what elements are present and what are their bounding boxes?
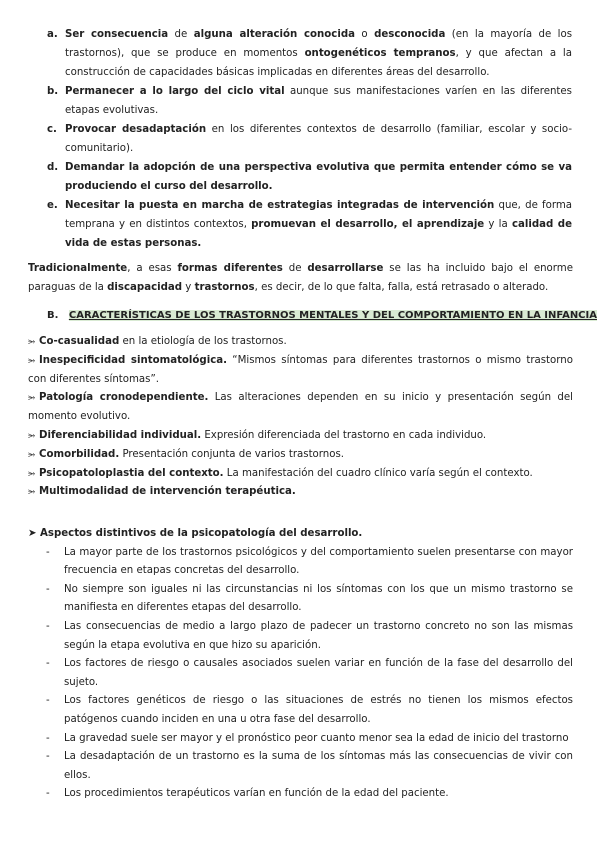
- section-heading: [47, 309, 597, 323]
- seg: ontogenéticos tempranos: [304, 48, 456, 59]
- list-item: [28, 389, 573, 427]
- list-item-c: [47, 120, 572, 158]
- desc: en la etiología de los trastornos.: [119, 336, 287, 347]
- desc: La manifestación del cuadro clínico varía según el contexto.: [223, 467, 533, 479]
- seg: aunque sus manifestaciones varíen en las diferentes etapas evolutivas.: [65, 86, 572, 116]
- aspects-title: [28, 525, 573, 544]
- lettered-list: [47, 25, 572, 253]
- seg: formas diferentes: [177, 263, 283, 274]
- seg: promuevan el desarrollo, el aprendizaje: [251, 219, 485, 230]
- item-text: Los factores de riesgo o causales asociados suelen variar en función de la fase del desarrollo del sujeto.: [64, 658, 573, 688]
- term: Multimodalidad de intervención terapéutica.: [39, 486, 296, 498]
- seg: y: [182, 282, 195, 293]
- curved-arrow-icon: ⭃: [28, 337, 36, 347]
- list-marker: a.: [47, 29, 58, 40]
- seg: , es decir, de lo que falta, falla, está retrasado o alterado.: [254, 282, 549, 293]
- dash-bullet: -: [46, 695, 50, 707]
- aspects-title-text: Aspectos distintivos de la psicopatología del desarrollo.: [40, 528, 363, 539]
- curved-arrow-icon: ⭃: [28, 449, 36, 460]
- list-item: [28, 618, 573, 655]
- seg: y la: [484, 219, 512, 230]
- dash-bullet: -: [46, 620, 50, 632]
- dash-bullet: -: [46, 732, 50, 744]
- list-item: [28, 446, 573, 465]
- curved-arrow-icon: ⭃: [28, 393, 36, 404]
- term: Inespecificidad sintomatológica.: [39, 354, 227, 366]
- seg: Ser consecuencia: [65, 29, 169, 40]
- item-text: No siempre son iguales ni las circunstancias ni los síntomas con los que un mismo trastorno se manifiesta en diferentes etapas del desarrollo.: [64, 583, 573, 614]
- list-item-e: [47, 196, 572, 253]
- aspects-section: [28, 525, 573, 804]
- list-marker: d.: [47, 162, 59, 173]
- list-item: [28, 730, 573, 749]
- list-item: [28, 483, 573, 502]
- seg: discapacidad: [107, 282, 183, 293]
- term: Co-casualidad: [39, 336, 120, 347]
- intro-paragraph: [28, 259, 573, 297]
- seg: de: [282, 263, 308, 274]
- seg: en los diferentes contextos de desarrollo (familiar, escolar y socio-comunitario).: [65, 124, 572, 154]
- section-title: CARACTERÍSTICAS DE LOS TRASTORNOS MENTALES Y DEL COMPORTAMIENTO EN LA INFANCIA: [68, 310, 597, 321]
- curved-arrow-icon: ⭃: [28, 430, 36, 441]
- item-text: La gravedad suele ser mayor y el pronóstico peor cuanto menor sea la edad de inicio del trastorno: [64, 732, 569, 744]
- seg: alguna alteración conocida: [193, 29, 356, 40]
- list-marker: c.: [47, 124, 57, 135]
- seg: Provocar desadaptación: [65, 124, 207, 135]
- list-item: [28, 333, 573, 352]
- term: Patología cronodependiente.: [39, 392, 209, 404]
- list-item: [28, 427, 573, 446]
- curved-arrow-icon: ⭃: [28, 355, 36, 366]
- seg: desconocida: [374, 29, 446, 40]
- term: Psicopatoloplastia del contexto.: [39, 467, 224, 479]
- seg: se las ha incluido bajo el enorme paraguas de la: [28, 263, 573, 293]
- item-text: La desadaptación de un trastorno es la suma de los síntomas más las consecuencias de vivir con ellos.: [64, 751, 573, 781]
- seg: o: [355, 29, 375, 40]
- arrowhead-icon: ➤: [28, 528, 37, 539]
- seg: que, de forma temprana y en distintos contextos,: [65, 200, 573, 230]
- dash-bullet: -: [46, 751, 50, 763]
- section-letter: B.: [47, 310, 59, 321]
- list-item-b: [47, 82, 572, 120]
- curved-arrow-icon: ⭃: [28, 468, 36, 479]
- list-item: [28, 544, 573, 581]
- item-text: Las consecuencias de medio a largo plazo de padecer un trastorno concreto no son las mismas según la etapa evolutiva en que hizo su aparición.: [64, 620, 573, 651]
- curved-arrow-icon: ⭃: [28, 487, 36, 498]
- list-marker: b.: [47, 86, 59, 97]
- dash-bullet: -: [46, 583, 50, 595]
- item-text: La mayor parte de los trastornos psicológicos y del comportamiento suelen presentarse con mayor frecuencia en etapas concretas del desarrollo.: [64, 546, 573, 577]
- dash-bullet: -: [46, 788, 50, 800]
- list-item-d: [47, 158, 572, 196]
- seg: Tradicionalmente: [28, 263, 128, 274]
- list-item: [28, 692, 573, 729]
- seg: Necesitar la puesta en marcha de estrategias integradas de intervención: [65, 200, 495, 211]
- list-item: [28, 465, 573, 484]
- seg: calidad de vida de estas personas.: [65, 219, 573, 249]
- term: Diferenciabilidad individual.: [39, 429, 202, 441]
- item-text: Los factores genéticos de riesgo o las situaciones de estrés no tienen los mismos efectos patógenos cuando inciden en una u otra fase del desarrollo.: [64, 695, 573, 725]
- seg: , a esas: [127, 263, 178, 274]
- desc: “Mismos síntomas para diferentes trastornos o mismo trastorno con diferentes síntomas”.: [28, 354, 573, 385]
- seg: de: [168, 29, 194, 40]
- seg: , y que afectan a la construcción de capacidades básicas implicadas en diferentes áreas del desarrollo.: [65, 48, 572, 78]
- seg: desarrollarse: [307, 263, 384, 274]
- seg: trastornos: [194, 282, 255, 293]
- list-item: [28, 748, 573, 785]
- seg: (en la mayoría de los trastornos), que se produce en momentos: [65, 29, 573, 59]
- list-item: [28, 785, 573, 804]
- item-text: Los procedimientos terapéuticos varían en función de la edad del paciente.: [64, 788, 449, 800]
- seg: Permanecer a lo largo del ciclo vital: [65, 86, 285, 97]
- desc: Las alteraciones dependen en su inicio y presentación según del momento evolutivo.: [28, 392, 573, 423]
- desc: Expresión diferenciada del trastorno en cada individuo.: [201, 429, 487, 441]
- list-item: [28, 581, 573, 618]
- dash-bullet: -: [46, 658, 50, 670]
- dash-bullet: -: [46, 546, 50, 558]
- list-item: [28, 352, 573, 390]
- seg: Demandar la adopción de una perspectiva evolutiva que permita entender cómo se va produciendo el curso del desarrollo.: [65, 162, 572, 192]
- list-item: [28, 655, 573, 692]
- list-item-a: [47, 25, 572, 82]
- characteristics-list: [28, 333, 573, 502]
- desc: Presentación conjunta de varios trastornos.: [119, 448, 345, 460]
- list-marker: e.: [47, 200, 58, 211]
- term: Comorbilidad.: [39, 448, 120, 460]
